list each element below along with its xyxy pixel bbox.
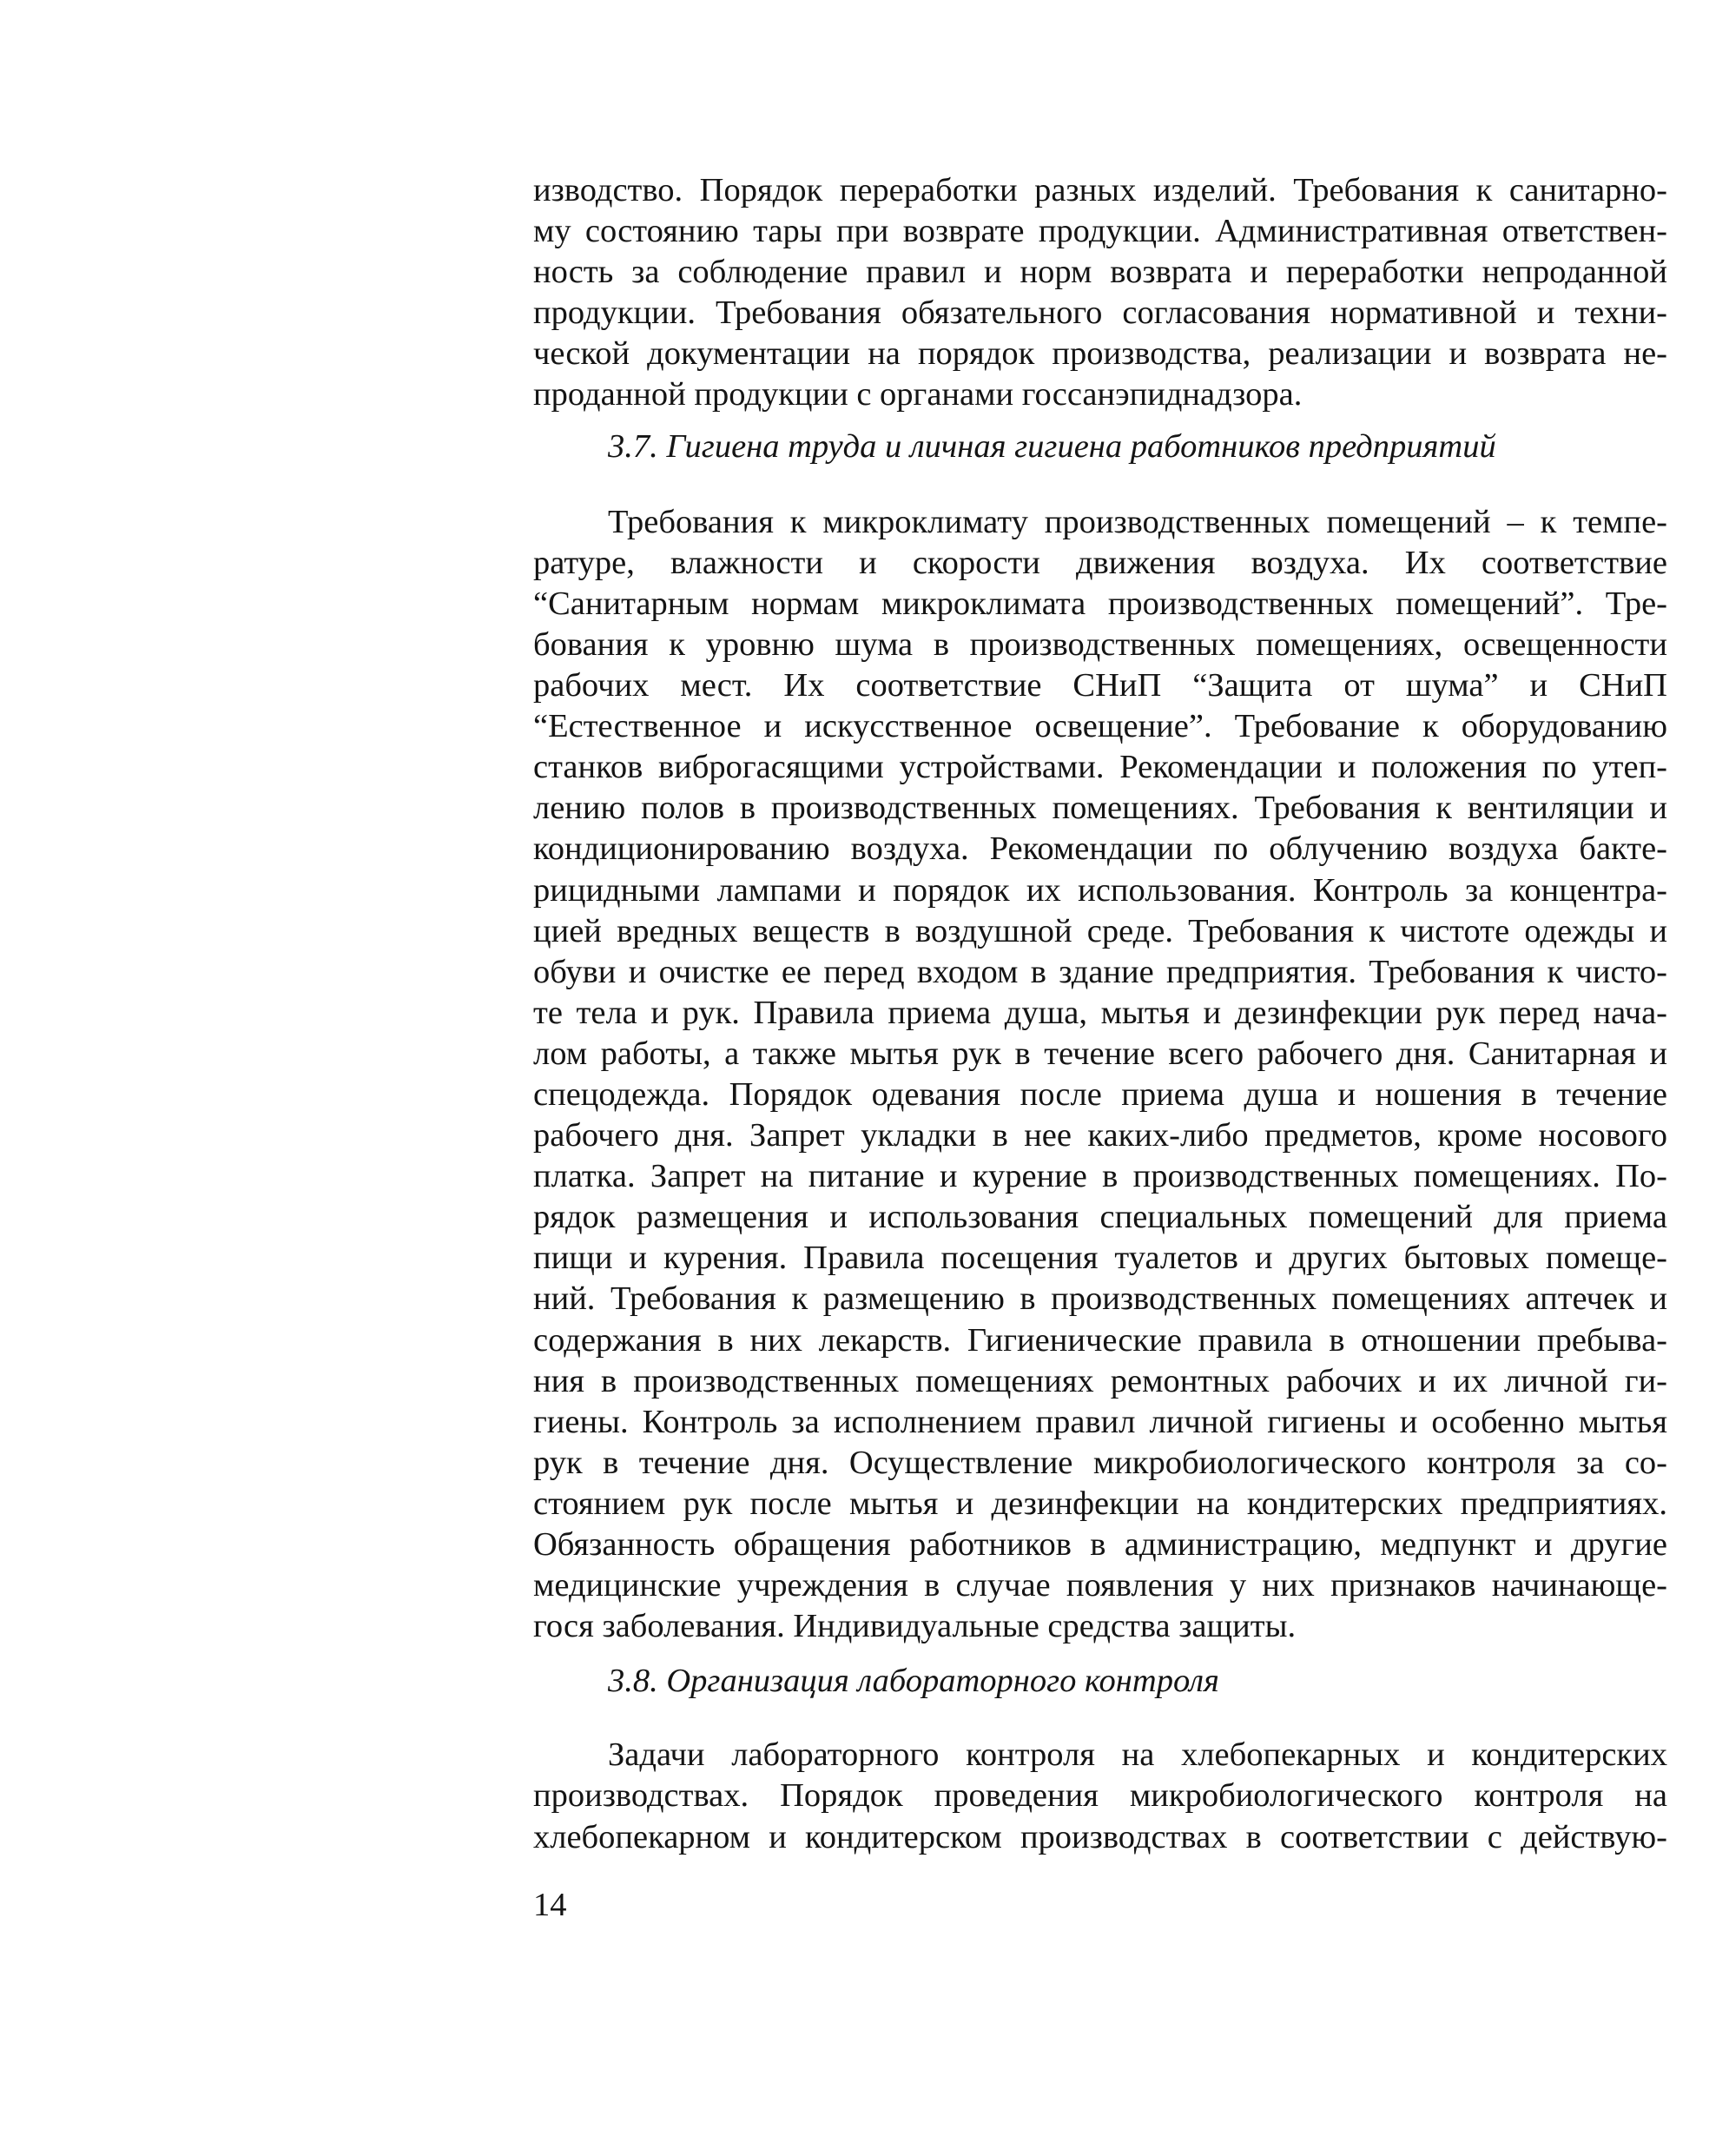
text-line: рабочего дня. Запрет укладки в нее каких-либо предметов, кроме носового — [533, 1117, 1667, 1154]
text-line: рядок размещения и использования специальных помещений для приема — [533, 1199, 1667, 1236]
text-line: бования к уровню шума в производственных помещениях, освещенности — [533, 625, 1667, 663]
text-line: ческой документации на порядок производства, реализации и возврата не- — [533, 335, 1667, 373]
text-line: “Санитарным нормам микроклимата производственных помещений”. Тре- — [533, 585, 1667, 622]
text-line: обуви и очистке ее перед входом в здание предприятия. Требования к чисто- — [533, 953, 1667, 990]
text-line: хлебопекарном и кондитерском производствах в соответствии с действую- — [533, 1818, 1667, 1855]
page-body — [533, 170, 1667, 1858]
text-line: цией вредных веществ в воздушной среде. Требования к чистоте одежды и — [533, 912, 1667, 949]
text-line: спецодежда. Порядок одевания после приема душа и ношения в течение — [533, 1075, 1667, 1113]
text-line: платка. Запрет на питание и курение в производственных помещениях. По- — [533, 1158, 1667, 1195]
text-line: Требования к микроклимату производственных помещений – к темпе- — [608, 503, 1667, 540]
text-line: медицинские учреждения в случае появления у них признаков начинающе- — [533, 1567, 1667, 1604]
text-line: ния в производственных помещениях ремонтных рабочих и их личной ги- — [533, 1362, 1667, 1399]
text-line: му состоянию тары при возврате продукции. Административная ответствен- — [533, 213, 1667, 250]
section-heading-3-8: 3.8. Организация лабораторного контроля — [608, 1663, 1219, 1700]
text-line: Обязанность обращения работников в администрацию, медпункт и другие — [533, 1526, 1667, 1563]
section-heading-3-7: 3.7. Гигиена труда и личная гигиена работников предприятий — [608, 427, 1496, 465]
paragraph-labor-hygiene — [533, 502, 1667, 1648]
paragraph-return-of-products — [533, 170, 1667, 416]
text-line: производствах. Порядок проведения микробиологического контроля на — [533, 1777, 1667, 1815]
text-line: изводство. Порядок переработки разных изделий. Требования к санитарно- — [533, 172, 1667, 208]
text-line: гиены. Контроль за исполнением правил личной гигиены и особенно мытья — [533, 1403, 1667, 1440]
text-line: те тела и рук. Правила приема душа, мытья и дезинфекции рук перед нача- — [533, 994, 1667, 1031]
text-line: ность за соблюдение правил и норм возврата и переработки непроданной — [533, 254, 1667, 291]
text-line: содержания в них лекарств. Гигиенические правила в отношении пребыва- — [533, 1321, 1667, 1359]
text-line: рицидными лампами и порядок их использования. Контроль за концентра- — [533, 871, 1667, 909]
text-line: “Естественное и искусственное освещение”. Требование к оборудованию — [533, 708, 1667, 745]
text-line: пищи и курения. Правила посещения туалетов и других бытовых помеще- — [533, 1240, 1667, 1277]
text-line: рук в течение дня. Осуществление микробиологического контроля за со- — [533, 1444, 1667, 1481]
text-line: ний. Требования к размещению в производственных помещениях аптечек и — [533, 1280, 1667, 1318]
page-number: 14 — [533, 1887, 567, 1923]
text-line: стоянием рук после мытья и дезинфекции на кондитерских предприятиях. — [533, 1485, 1667, 1522]
text-line: станков виброгасящими устройствами. Рекомендации и положения по утеп- — [533, 749, 1667, 786]
text-line: продукции. Требования обязательного согласования нормативной и техни- — [533, 294, 1667, 332]
text-line: Задачи лабораторного контроля на хлебопекарных и кондитерских — [608, 1736, 1667, 1774]
text-line: гося заболевания. Индивидуальные средства защиты. — [533, 1608, 1297, 1645]
text-line: лом работы, а также мытья рук в течение всего рабочего дня. Санитарная и — [533, 1035, 1667, 1072]
text-line: кондиционированию воздуха. Рекомендации по облучению воздуха бакте- — [533, 830, 1667, 868]
text-line: лению полов в производственных помещениях. Требования к вентиляции и — [533, 790, 1667, 827]
text-line: рабочих мест. Их соответствие СНиП “Защита от шума” и СНиП — [533, 667, 1667, 704]
text-line: проданной продукции с органами госсанэпиднадзора. — [533, 376, 1303, 413]
paragraph-laboratory-control — [533, 1735, 1667, 1857]
text-line: ратуре, влажности и скорости движения воздуха. Их соответствие — [533, 544, 1667, 581]
